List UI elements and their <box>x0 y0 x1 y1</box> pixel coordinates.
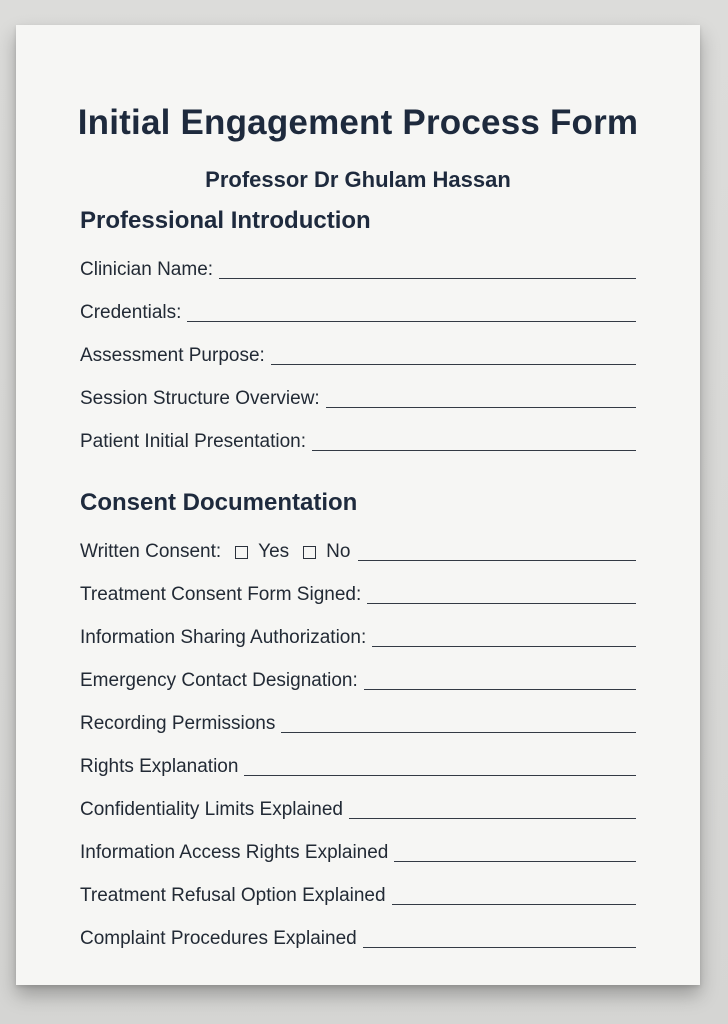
field-label: Assessment Purpose: <box>80 345 265 366</box>
input-line[interactable] <box>349 818 636 819</box>
clinician-name-field[interactable] <box>80 255 636 281</box>
field-label: Complaint Procedures Explained <box>80 928 357 949</box>
information-sharing-authorization-field[interactable] <box>80 623 636 649</box>
section-heading-professional-introduction: Professional Introduction <box>80 207 371 234</box>
no-checkbox[interactable] <box>303 546 316 559</box>
input-line[interactable] <box>363 947 636 948</box>
confidentiality-limits-explained-field[interactable] <box>80 795 636 821</box>
input-line[interactable] <box>244 775 636 776</box>
recording-permissions-field[interactable] <box>80 709 636 735</box>
input-line[interactable] <box>326 407 636 408</box>
rights-explanation-field[interactable] <box>80 752 636 778</box>
field-label: Information Sharing Authorization: <box>80 627 367 648</box>
written-consent-field[interactable] <box>80 537 636 563</box>
input-line[interactable] <box>281 732 636 733</box>
no-label: No <box>326 541 351 562</box>
field-label: Session Structure Overview: <box>80 388 320 409</box>
field-label: Credentials: <box>80 302 182 323</box>
input-line[interactable] <box>187 321 636 322</box>
field-label: Information Access Rights Explained <box>80 842 389 863</box>
field-label: Treatment Consent Form Signed: <box>80 584 362 605</box>
form-subtitle: Professor Dr Ghulam Hassan <box>205 167 511 192</box>
section-heading-consent-documentation: Consent Documentation <box>80 489 358 516</box>
yes-checkbox[interactable] <box>235 546 248 559</box>
treatment-consent-form-signed-field[interactable] <box>80 580 636 606</box>
field-label: Rights Explanation <box>80 756 239 777</box>
input-line[interactable] <box>271 364 636 365</box>
field-label: Patient Initial Presentation: <box>80 431 307 452</box>
input-line[interactable] <box>364 689 636 690</box>
field-label: Recording Permissions <box>80 713 276 734</box>
complaint-procedures-explained-field[interactable] <box>80 924 636 950</box>
field-label: Emergency Contact Designation: <box>80 670 358 691</box>
input-line[interactable] <box>312 450 636 451</box>
input-line[interactable] <box>358 560 636 561</box>
treatment-refusal-option-explained-field[interactable] <box>80 881 636 907</box>
form-paper <box>16 25 700 985</box>
information-access-rights-explained-field[interactable] <box>80 838 636 864</box>
emergency-contact-designation-field[interactable] <box>80 666 636 692</box>
yes-label: Yes <box>258 541 290 562</box>
credentials-field[interactable] <box>80 298 636 324</box>
input-line[interactable] <box>367 603 636 604</box>
form-title: Initial Engagement Process Form <box>77 103 639 142</box>
field-label: Written Consent: <box>80 541 222 562</box>
session-structure-overview-field[interactable] <box>80 384 636 410</box>
assessment-purpose-field[interactable] <box>80 341 636 367</box>
written-consent-group <box>80 541 358 563</box>
input-line[interactable] <box>219 278 636 279</box>
input-line[interactable] <box>394 861 636 862</box>
field-label: Confidentiality Limits Explained <box>80 799 343 820</box>
input-line[interactable] <box>392 904 636 905</box>
field-label: Treatment Refusal Option Explained <box>80 885 386 906</box>
input-line[interactable] <box>372 646 636 647</box>
patient-initial-presentation-field[interactable] <box>80 427 636 453</box>
field-label: Clinician Name: <box>80 259 214 280</box>
